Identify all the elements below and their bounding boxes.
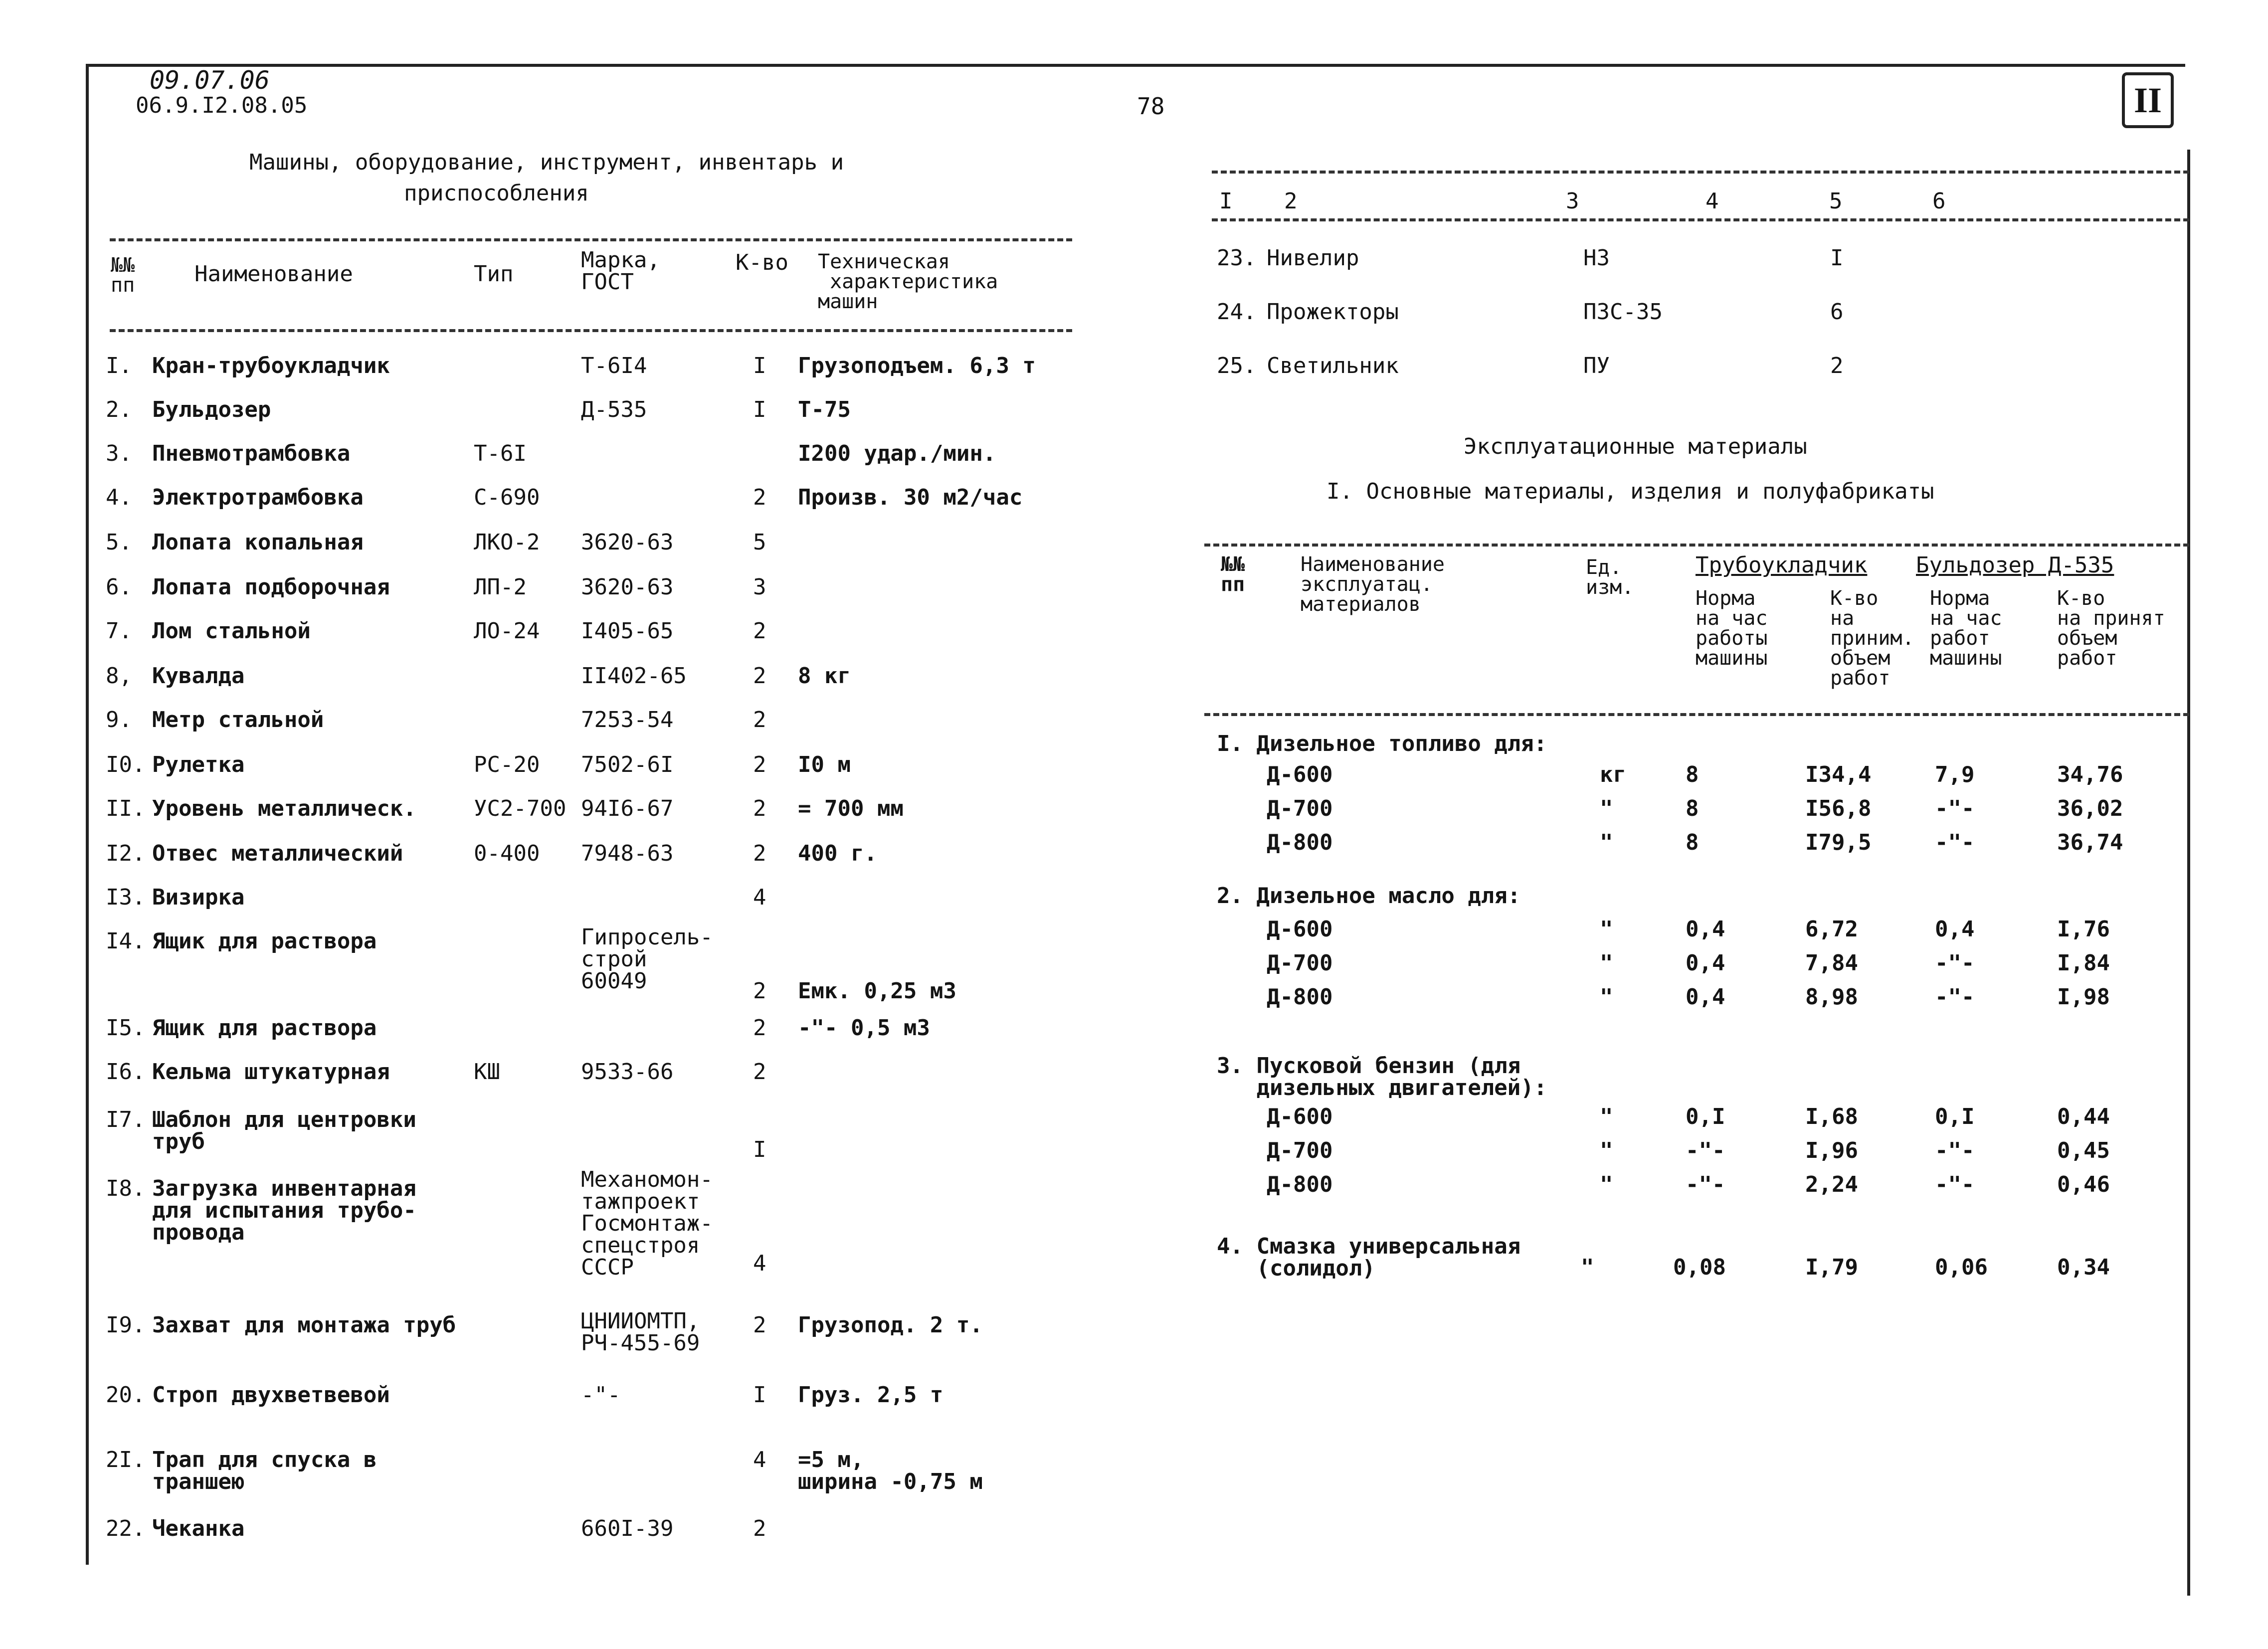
equipment-spec: Грузопод. 2 т. [798,1312,983,1338]
mat-col-c1-header: Норма на час работы машины [1696,587,1768,670]
qty-trubo: 2,24 [1805,1172,1858,1197]
left-table-top-rule [110,238,1072,241]
equipment-name: Трап для спуска в траншею [152,1447,377,1494]
row-number: 20. [106,1382,146,1408]
norm-trubo: 8 [1686,796,1699,821]
row-number: 23. [1217,245,1257,271]
equipment-name: Шаблон для центровки труб [152,1107,416,1154]
equipment-mark: 660I-39 [581,1516,674,1541]
equipment-spec: -"- 0,5 м3 [798,1015,930,1041]
column-number: 6 [1932,188,1946,214]
norm-buldozer: 0,I [1935,1104,1975,1129]
column-number: I [1219,188,1233,214]
row-number: 9. [106,707,132,733]
equipment-spec: I0 м [798,752,851,777]
left-table-header-rule [110,329,1072,332]
equipment-qty: 3 [753,574,766,600]
equipment-spec: Т-75 [798,397,851,422]
machine-label: Д-600 [1267,762,1333,787]
row-number: I. [106,353,132,378]
norm-trubo: 0,I [1686,1104,1725,1129]
qty-buldozer: 0,46 [2057,1172,2110,1197]
equipment-mark: 9533-66 [581,1059,674,1085]
equipment-name: Пневмотрамбовка [152,441,351,466]
equipment-spec: Груз. 2,5 т [798,1382,944,1408]
mat-group1-header: Трубоукладчик [1696,552,1868,578]
row-number: 25. [1217,353,1257,378]
equipment-qty: I [1830,245,1844,271]
equipment-type: ПЗС-35 [1583,299,1663,325]
equipment-mark: 7502-6I [581,752,674,777]
materials-top-rule [1204,544,2189,547]
unit: " [1600,1104,1613,1129]
equipment-spec: =5 м, ширина -0,75 м [798,1447,983,1494]
equipment-qty: 2 [753,1516,766,1541]
equipment-mark: 94I6-67 [581,796,674,821]
mat-col-c2-header: К-во на приним. объем работ [1830,587,1914,690]
equipment-name: Кельма штукатурная [152,1059,390,1085]
equipment-qty: I [753,397,766,422]
qty-trubo: I34,4 [1805,762,1872,787]
mat-col-num-header: №№ пп [1221,553,1245,596]
column-number: 3 [1566,188,1579,214]
qty-trubo: I,96 [1805,1138,1858,1163]
equipment-name: Бульдозер [152,397,271,422]
equipment-name: Ящик для раствора [152,928,377,954]
qty-trubo: 8,98 [1805,984,1858,1010]
machine-label: Д-800 [1267,1172,1333,1197]
left-col-name-header: Наименование [194,261,353,287]
norm-buldozer: 7,9 [1935,762,1975,787]
qty-buldozer: 36,74 [2057,830,2123,855]
mat-col-name-header: Наименование эксплуатац. материалов [1301,553,1445,616]
row-number: 2I. [106,1447,146,1472]
norm-trubo: -"- [1686,1172,1725,1197]
left-col-type-header: Тип [474,261,514,287]
row-number: I6. [106,1059,146,1085]
mat-col-c4-header: К-во на принят объем работ [2057,587,2165,670]
row-number: 3. [106,441,132,466]
equipment-spec: Емк. 0,25 м3 [798,978,956,1004]
row-number: I2. [106,841,146,866]
norm-buldozer: -"- [1935,984,1975,1010]
right-colnum-rule [1212,218,2189,221]
equipment-qty: 2 [753,618,766,644]
equipment-mark: ЦНИИОМТП, РЧ-455-69 [581,1308,700,1356]
equipment-qty: I [753,353,766,378]
right-top-rule [1212,171,2189,174]
row-number: 5. [106,530,132,555]
qty-buldozer: I,76 [2057,916,2110,942]
material-group-title: 2. Дизельное масло для: [1217,883,1521,909]
unit: " [1581,1255,1594,1280]
equipment-name: Светильник [1267,353,1399,378]
row-number: 7. [106,618,132,644]
equipment-qty: 4 [753,885,766,910]
row-number: I5. [106,1015,146,1041]
norm-trubo: 8 [1686,830,1699,855]
equipment-type: НЗ [1583,245,1610,271]
material-group-title: I. Дизельное топливо для: [1217,731,1547,756]
row-number: I4. [106,928,146,954]
norm-buldozer: 0,06 [1935,1255,1988,1280]
equipment-mark: -"- [581,1382,621,1408]
equipment-spec: Грузоподъем. 6,3 т [798,353,1036,378]
equipment-type: 0-400 [474,841,540,866]
qty-trubo: I,79 [1805,1255,1858,1280]
qty-buldozer: I,98 [2057,984,2110,1010]
equipment-name: Кран-трубоукладчик [152,353,390,378]
equipment-mark: 3620-63 [581,530,674,555]
norm-buldozer: -"- [1935,796,1975,821]
row-number: I8. [106,1176,146,1201]
equipment-name: Загрузка инвентарная для испытания трубо- провода [152,1176,416,1245]
equipment-name: Метр стальной [152,707,324,733]
materials-header-rule [1204,713,2189,716]
equipment-spec: 400 г. [798,841,877,866]
left-col-mark-header: Марка, ГОСТ [581,247,660,295]
equipment-name: Лопата копальная [152,530,364,555]
equipment-name: Чеканка [152,1516,245,1541]
equipment-qty: 2 [753,707,766,733]
mat-group2-header: Бульдозер Д-535 [1916,552,2114,578]
row-number: I0. [106,752,146,777]
machine-label: Д-700 [1267,950,1333,976]
qty-buldozer: 0,45 [2057,1138,2110,1163]
section-title: Эксплуатационные материалы [1464,434,1807,459]
norm-buldozer: -"- [1935,1138,1975,1163]
equipment-qty: 4 [753,1251,766,1276]
equipment-qty: 2 [753,752,766,777]
mat-col-unit-header: Ед. изм. [1586,556,1634,599]
qty-trubo: I56,8 [1805,796,1872,821]
qty-buldozer: 0,34 [2057,1255,2110,1280]
norm-trubo: 0,4 [1686,950,1725,976]
mat-col-c3-header: Норма на час работ машины [1930,587,2002,670]
page-frame-left [86,64,89,1565]
equipment-qty: 2 [753,841,766,866]
norm-buldozer: -"- [1935,830,1975,855]
equipment-mark: 3620-63 [581,574,674,600]
row-number: 2. [106,397,132,422]
equipment-type: ЛП-2 [474,574,527,600]
equipment-name: Нивелир [1267,245,1359,271]
handwritten-date: 09.07.06 [150,66,270,95]
equipment-spec: 8 кг [798,663,851,689]
equipment-spec: = 700 мм [798,796,904,821]
equipment-qty: 2 [753,485,766,510]
equipment-name: Ящик для раствора [152,1015,377,1041]
equipment-mark: Д-535 [581,397,647,422]
equipment-qty: 4 [753,1447,766,1472]
equipment-name: Отвес металлический [152,841,403,866]
qty-buldozer: I,84 [2057,950,2110,976]
machine-label: Д-600 [1267,916,1333,942]
machine-label: Д-700 [1267,796,1333,821]
doc-code: 06.9.I2.08.05 [136,93,308,118]
equipment-qty: 2 [753,663,766,689]
unit: " [1600,796,1613,821]
column-number: 2 [1284,188,1298,214]
norm-buldozer: 0,4 [1935,916,1975,942]
qty-buldozer: 36,02 [2057,796,2123,821]
row-number: 24. [1217,299,1257,325]
qty-trubo: I,68 [1805,1104,1858,1129]
equipment-qty: 2 [753,796,766,821]
equipment-qty: I [753,1382,766,1408]
equipment-type: КШ [474,1059,500,1085]
equipment-type: ПУ [1583,353,1610,378]
row-number: 8, [106,663,132,689]
equipment-spec: I200 удар./мин. [798,441,996,466]
equipment-name: Электротрамбовка [152,485,364,510]
unit: " [1600,1138,1613,1163]
unit: " [1600,916,1613,942]
equipment-qty: 2 [753,1015,766,1041]
equipment-qty: 6 [1830,299,1844,325]
row-number: I3. [106,885,146,910]
row-number: 6. [106,574,132,600]
machine-label: Д-800 [1267,830,1333,855]
equipment-qty: 5 [753,530,766,555]
left-col-qty-header: К-во [736,250,788,275]
page-frame-right [2187,150,2190,1596]
equipment-mark: II402-65 [581,663,687,689]
row-number: 22. [106,1516,146,1541]
equipment-name: Кувалда [152,663,245,689]
equipment-type: С-690 [474,485,540,510]
row-number: 4. [106,485,132,510]
equipment-name: Строп двухветвевой [152,1382,390,1408]
equipment-name: Уровень металлическ. [152,796,416,821]
equipment-mark: I405-65 [581,618,674,644]
norm-trubo: 0,4 [1686,984,1725,1010]
row-number: II. [106,796,146,821]
norm-trubo: 0,4 [1686,916,1725,942]
equipment-qty: 2 [753,978,766,1004]
unit: " [1600,984,1613,1010]
qty-trubo: 6,72 [1805,916,1858,942]
qty-trubo: 7,84 [1805,950,1858,976]
material-group-title: 3. Пусковой бензин (для дизельных двигателей): [1217,1053,1547,1100]
left-col-spec-header: Техническая характеристика машин [818,250,998,313]
qty-buldozer: 0,44 [2057,1104,2110,1129]
equipment-type: ЛКО-2 [474,530,540,555]
equipment-qty: 2 [1830,353,1844,378]
equipment-mark: Механомон- тажпроект Госмонтаж- спецстроя СССР [581,1167,713,1280]
left-title-line2: приспособления [404,181,589,206]
equipment-type: РС-20 [474,752,540,777]
left-title-line1: Машины, оборудование, инструмент, инвентарь и [249,150,844,175]
qty-trubo: I79,5 [1805,830,1872,855]
material-group-title: 4. Смазка универсальная (солидол) [1217,1234,1521,1281]
left-col-num-header: №№ пп [111,254,135,297]
machine-label: Д-600 [1267,1104,1333,1129]
page-frame-top [86,64,2185,67]
equipment-mark: 7253-54 [581,707,674,733]
norm-buldozer: -"- [1935,1172,1975,1197]
equipment-qty: 2 [753,1059,766,1085]
norm-trubo: 0,08 [1673,1255,1726,1280]
equipment-name: Лом стальной [152,618,311,644]
equipment-qty: I [753,1137,766,1162]
equipment-name: Лопата подборочная [152,574,390,600]
equipment-name: Прожекторы [1267,299,1399,325]
equipment-spec: Произв. 30 м2/час [798,485,1023,510]
equipment-name: Рулетка [152,752,245,777]
norm-buldozer: -"- [1935,950,1975,976]
row-number: I7. [106,1107,146,1132]
equipment-type: Т-6I [474,441,527,466]
equipment-mark: 7948-63 [581,841,674,866]
page-number: 78 [1137,93,1165,120]
row-number: I9. [106,1312,146,1338]
subsection-title: I. Основные материалы, изделия и полуфабрикаты [1326,479,1934,504]
column-number: 4 [1705,188,1719,214]
unit: " [1600,950,1613,976]
equipment-type: УС2-700 [474,796,567,821]
sheet-mark-stamp: II [2122,72,2174,128]
machine-label: Д-700 [1267,1138,1333,1163]
qty-buldozer: 34,76 [2057,762,2123,787]
equipment-mark: Т-6I4 [581,353,647,378]
equipment-type: ЛО-24 [474,618,540,644]
machine-label: Д-800 [1267,984,1333,1010]
equipment-mark: Гипросель- строй 60049 [581,924,713,994]
unit: " [1600,830,1613,855]
column-number: 5 [1829,188,1843,214]
norm-trubo: 8 [1686,762,1699,787]
unit: " [1600,1172,1613,1197]
unit: кг [1600,762,1626,787]
equipment-name: Визирка [152,885,245,910]
norm-trubo: -"- [1686,1138,1725,1163]
equipment-qty: 2 [753,1312,766,1338]
equipment-name: Захват для монтажа труб [152,1312,456,1338]
